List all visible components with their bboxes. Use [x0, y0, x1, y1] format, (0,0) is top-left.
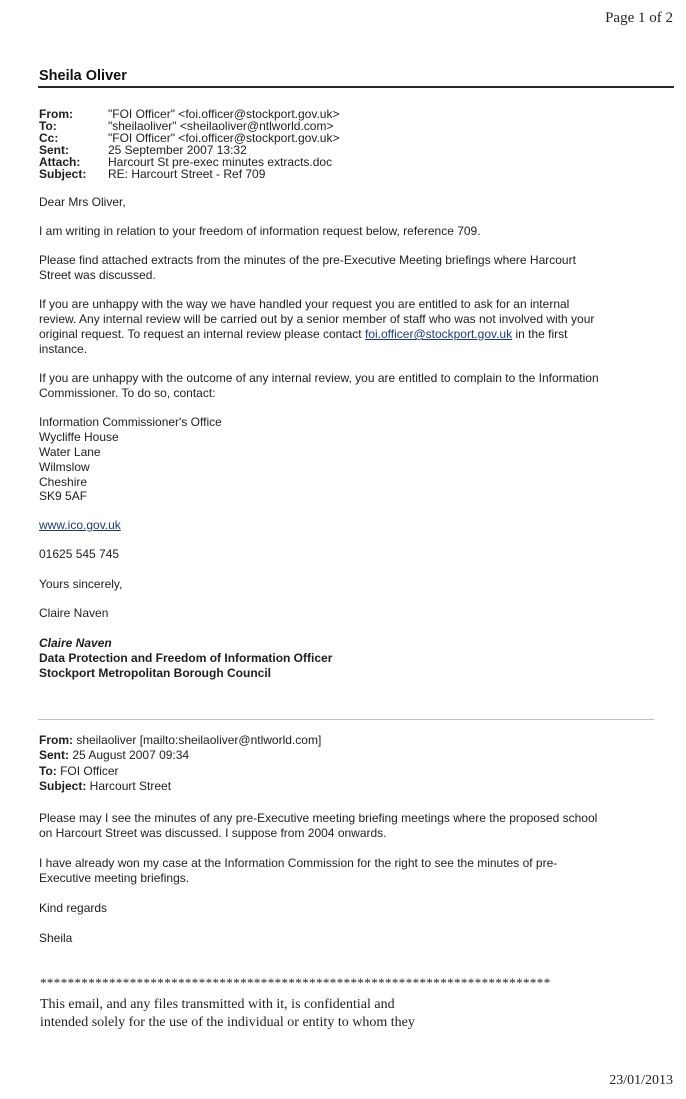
address-line: Wycliffe House — [39, 430, 119, 444]
print-date: 23/01/2013 — [609, 1073, 673, 1088]
forward-value: FOI Officer — [56, 764, 119, 778]
header-label: To: — [39, 119, 57, 133]
forward-label: To: — [39, 764, 57, 778]
forward-divider — [38, 719, 654, 720]
header-label: From: — [39, 107, 73, 121]
forward-regards: Kind regards — [39, 901, 108, 915]
paragraph-2-line-1: Please find attached extracts from the minutes of the pre-Executive Meeting briefings where Harcourt — [39, 253, 576, 267]
forward-value: sheilaoliver [mailto:sheilaoliver@ntlworld.com] — [73, 733, 322, 747]
foi-email-link[interactable]: foi.officer@stockport.gov.uk — [364, 327, 513, 341]
header-label: Subject: — [39, 167, 87, 181]
address-line: SK9 5AF — [39, 489, 88, 503]
forward-value: 25 August 2007 09:34 — [69, 748, 190, 762]
forward-label: Subject: — [39, 779, 87, 793]
address-line: Water Lane — [39, 445, 101, 459]
forward-paragraph-1-line-2: on Harcourt Street was discussed. I suppose from 2004 onwards. — [39, 826, 387, 840]
email-header — [39, 108, 339, 180]
header-value: RE: Harcourt Street - Ref 709 — [108, 167, 266, 181]
paragraph-3-line-2: review. Any internal review will be carried out by a senior member of staff who was not involved with your — [39, 312, 595, 326]
paragraph-1: I am writing in relation to your freedom of information request below, reference 709. — [39, 224, 481, 238]
disclaimer-line-2: intended solely for the use of the individual or entity to whom they — [40, 1015, 415, 1030]
paragraph-3-text: original request. To request an internal review please contact — [39, 327, 365, 341]
header-rule — [38, 86, 674, 88]
forward-subject — [39, 779, 171, 794]
attachment-name[interactable]: Harcourt St pre-exec minutes extracts.doc — [108, 155, 333, 169]
address-line: Wilmslow — [39, 460, 90, 474]
disclaimer-line-1: This email, and any files transmitted with it, is confidential and — [40, 997, 395, 1012]
closing: Yours sincerely, — [39, 577, 123, 591]
forward-sent — [39, 748, 189, 763]
page-number: Page 1 of 2 — [605, 10, 673, 26]
disclaimer-separator: ************************************************************************** — [40, 975, 551, 990]
forward-paragraph-2-line-2: Executive meeting briefings. — [39, 871, 190, 885]
address-line: Information Commissioner's Office — [39, 415, 222, 429]
forward-paragraph-2-line-1: I have already won my case at the Information Commission for the right to see the minutes of pre- — [39, 856, 558, 870]
forward-label: Sent: — [39, 748, 69, 762]
signature-org: Stockport Metropolitan Borough Council — [39, 666, 271, 680]
header-label: Attach: — [39, 155, 81, 169]
ico-website-link[interactable]: www.ico.gov.uk — [39, 518, 121, 532]
paragraph-3-line-4: instance. — [39, 342, 88, 356]
greeting: Dear Mrs Oliver, — [39, 195, 126, 209]
signature-title: Data Protection and Freedom of Information Officer — [39, 651, 333, 665]
forward-to — [39, 764, 119, 779]
header-value: "sheilaoliver" <sheilaoliver@ntlworld.com> — [108, 119, 334, 133]
signer-name: Claire Naven — [39, 606, 109, 620]
forward-sender-name: Sheila — [39, 931, 73, 945]
signature-name: Claire Naven — [39, 636, 112, 650]
forward-from — [39, 733, 321, 748]
recipient-name: Sheila Oliver — [39, 68, 127, 84]
paragraph-4-line-1: If you are unhappy with the outcome of any internal review, you are entitled to complain to the Information — [39, 371, 599, 385]
header-label: Cc: — [39, 131, 59, 145]
header-subject-row — [39, 168, 339, 180]
paragraph-4-line-2: Commissioner. To do so, contact: — [39, 386, 216, 400]
address-line: Cheshire — [39, 475, 88, 489]
forward-value: Harcourt Street — [86, 779, 172, 793]
paragraph-3-line-1: If you are unhappy with the way we have handled your request you are entitled to ask for an internal — [39, 297, 570, 311]
header-value: "FOI Officer" <foi.officer@stockport.gov.uk> — [108, 131, 340, 145]
paragraph-2-line-2: Street was discussed. — [39, 268, 156, 282]
forward-paragraph-1-line-1: Please may I see the minutes of any pre-Executive meeting briefing meetings where the proposed school — [39, 811, 598, 825]
header-value: "FOI Officer" <foi.officer@stockport.gov.uk> — [108, 107, 340, 121]
phone-number: 01625 545 745 — [39, 547, 120, 561]
header-value: 25 September 2007 13:32 — [108, 143, 247, 157]
forward-label: From: — [39, 733, 73, 747]
paragraph-3-text: in the first — [512, 327, 568, 341]
paragraph-3-line-3 — [39, 327, 567, 342]
header-label: Sent: — [39, 143, 69, 157]
